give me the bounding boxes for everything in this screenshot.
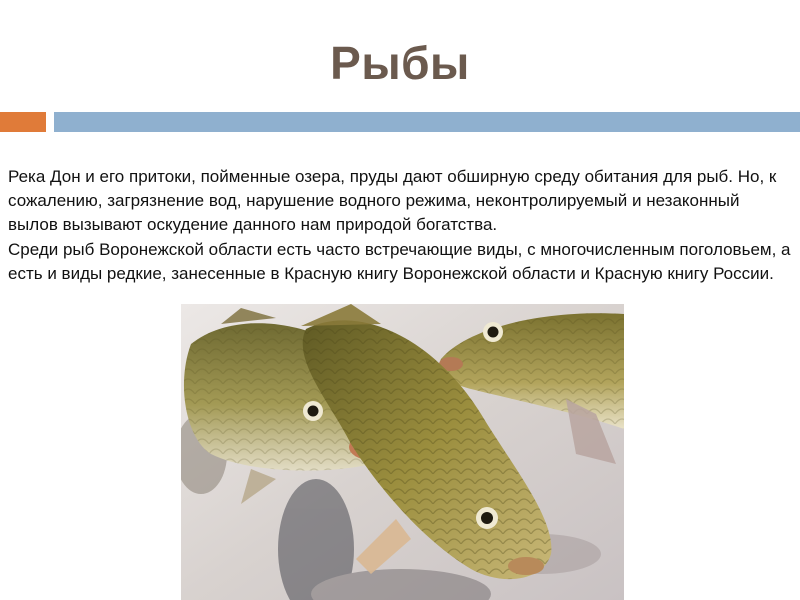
body-paragraph: Среди рыб Воронежской области есть часто встречающие виды, с многочисленным поголовьем, а есть и виды редкие, занесенные в Красную книгу Воронежской области и Красную книгу России. [8,239,791,283]
slide-body [8,165,794,286]
body-paragraph: Река Дон и его притоки, пойменные озера, пруды дают обширную среду обитания для рыб. Но, к сожалению, загрязнение вод, нарушение водного режима, неконтролируемый и незаконный вылов вызывают оскудение данного нам природой богатства. [8,167,777,235]
title-accent-bar [0,112,46,132]
title-divider-bar [54,112,800,132]
slide-title: Рыбы [330,37,470,89]
fish-photo [181,304,624,600]
